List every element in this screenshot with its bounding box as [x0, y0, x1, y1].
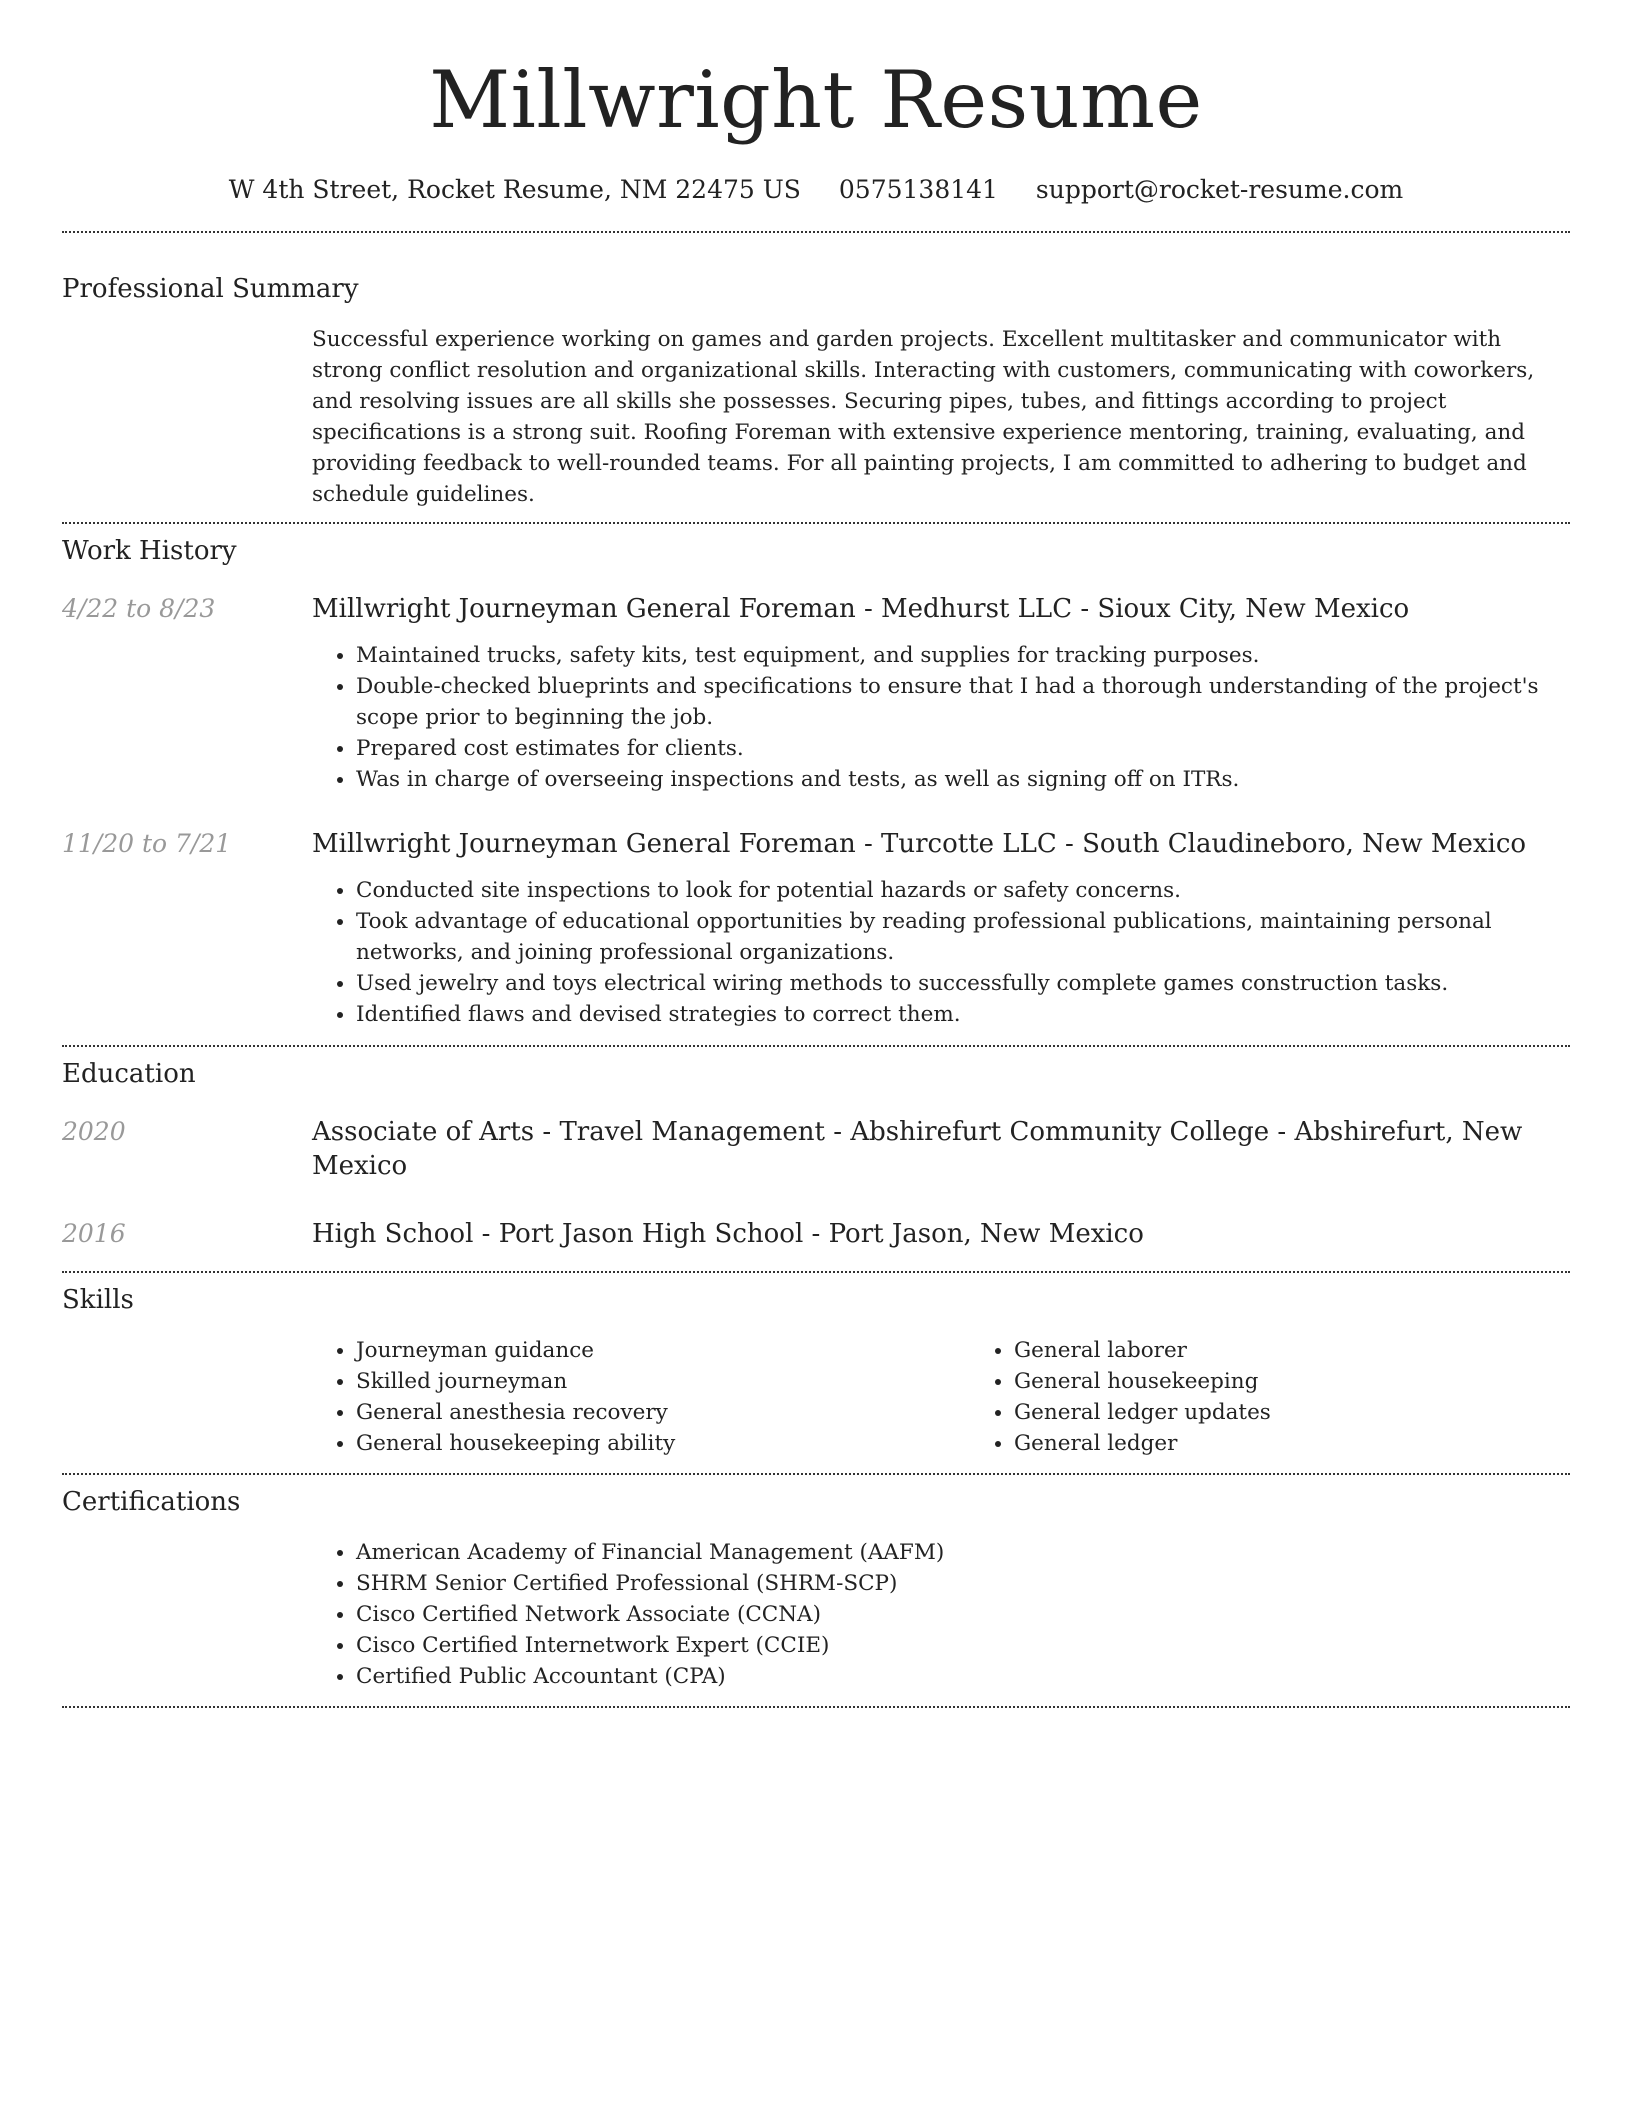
section-divider — [62, 1706, 1570, 1708]
list-item: • Conducted site inspections to look for potential hazards or safety concerns. — [356, 875, 1570, 906]
skill-item: • General ledger — [1014, 1428, 1628, 1459]
education-school: Port Jason High School — [498, 1219, 804, 1249]
summary-section — [62, 272, 1570, 510]
skill-item: • Skilled journeyman — [356, 1366, 970, 1397]
list-item: • Used jewelry and toys electrical wiring methods to successfully complete games construction tasks. — [356, 968, 1570, 999]
work-section — [62, 534, 1570, 1030]
summary-text: Successful experience working on games and garden projects. Excellent multitasker and communicator with strong conflict resolution and organizational skills. Interacting with customers, communicating with coworkers, and resolving issues are all skills she possesses. Securing pipes, tubes, and fittings according to project specifications is a strong suit. Roofing Foreman with extensive experience mentoring, training, evaluating, and providing feedback to well-rounded teams. For all painting projects, I am committed to adhering to budget and schedule guidelines. — [312, 327, 1535, 507]
education-title: Associate of Arts - Travel Management - Abshirefurt Community College - Abshirefurt, New Mexico — [312, 1117, 1523, 1181]
skill-item: • General ledger updates — [1014, 1397, 1628, 1428]
job-location: South Claudineboro, New Mexico — [1082, 829, 1527, 859]
education-location: Port Jason, New Mexico — [828, 1219, 1144, 1249]
certifications-heading: Certifications — [62, 1487, 241, 1517]
job-company: Turcotte LLC — [881, 829, 1057, 859]
certification-item: • Certified Public Accountant (CPA) — [356, 1661, 1570, 1692]
list-item: • Was in charge of overseeing inspections and tests, as well as signing off on ITRs. — [356, 764, 1570, 795]
education-year: 2016 — [62, 1219, 126, 1248]
contact-line — [62, 174, 1570, 206]
education-year: 2020 — [62, 1117, 126, 1146]
skill-item: • Journeyman guidance — [356, 1335, 970, 1366]
contact-email: support@rocket-resume.com — [1035, 175, 1404, 204]
skill-item: • General laborer — [1014, 1335, 1628, 1366]
skill-item: • General housekeeping — [1014, 1366, 1628, 1397]
contact-phone: 0575138141 — [838, 175, 998, 204]
list-item: • Maintained trucks, safety kits, test equipment, and supplies for tracking purposes. — [356, 640, 1570, 671]
skills-heading: Skills — [62, 1285, 134, 1315]
education-heading: Education — [62, 1059, 196, 1089]
job-dates: 11/20 to 7/21 — [62, 829, 232, 858]
job-title: Millwright Journeyman General Foreman - Turcotte LLC - South Claudineboro, New Mexico — [312, 829, 1527, 859]
education-degree: High School — [312, 1219, 474, 1249]
education-location: Abshirefurt, New Mexico — [312, 1117, 1523, 1181]
certification-item: • Cisco Certified Internetwork Expert (CCIE) — [356, 1630, 1570, 1661]
contact-address: W 4th Street, Rocket Resume, NM 22475 US — [228, 175, 801, 204]
certification-item: • SHRM Senior Certified Professional (SHRM-SCP) — [356, 1568, 1570, 1599]
skill-item: • General anesthesia recovery — [356, 1397, 970, 1428]
skill-item: • General housekeeping ability — [356, 1428, 970, 1459]
skills-section — [62, 1283, 1570, 1459]
job-company: Medhurst LLC — [881, 594, 1073, 624]
list-item: • Prepared cost estimates for clients. — [356, 733, 1570, 764]
education-section — [62, 1057, 1570, 1251]
job-role: Millwright Journeyman General Foreman — [312, 829, 856, 859]
list-item: • Identified flaws and devised strategies to correct them. — [356, 999, 1570, 1030]
job-dates: 4/22 to 8/23 — [62, 594, 216, 623]
job-bullets — [312, 875, 1570, 1030]
job-entry — [62, 592, 1570, 795]
summary-heading: Professional Summary — [62, 274, 359, 304]
resume-title: Millwright Resume — [429, 54, 1203, 146]
education-school: Abshirefurt Community College — [850, 1117, 1270, 1147]
job-location: Sioux City, New Mexico — [1097, 594, 1410, 624]
list-item: • Double-checked blueprints and specifications to ensure that I had a thorough understanding of the project's scope prior to beginning the job. — [356, 671, 1570, 733]
certifications-list — [312, 1537, 1570, 1692]
section-divider — [62, 231, 1570, 233]
job-role: Millwright Journeyman General Foreman — [312, 594, 856, 624]
section-divider — [62, 1473, 1570, 1475]
education-entry — [62, 1115, 1570, 1183]
education-degree: Associate of Arts - Travel Management — [312, 1117, 826, 1147]
job-bullets — [312, 640, 1570, 795]
work-heading: Work History — [62, 536, 237, 566]
certification-item: • American Academy of Financial Management (AAFM) — [356, 1537, 1570, 1568]
education-title: High School - Port Jason High School - Port Jason, New Mexico — [312, 1219, 1144, 1249]
skills-list-right — [970, 1335, 1628, 1459]
section-divider — [62, 522, 1570, 524]
education-entry — [62, 1217, 1570, 1251]
certifications-section — [62, 1485, 1570, 1692]
job-entry — [62, 827, 1570, 1030]
job-title: Millwright Journeyman General Foreman - Medhurst LLC - Sioux City, New Mexico — [312, 594, 1410, 624]
list-item: • Took advantage of educational opportunities by reading professional publications, maintaining personal networks, and joining professional organizations. — [356, 906, 1570, 968]
section-divider — [62, 1271, 1570, 1273]
skills-list-left — [312, 1335, 970, 1459]
resume-header — [62, 0, 1570, 206]
certification-item: • Cisco Certified Network Associate (CCNA) — [356, 1599, 1570, 1630]
section-divider — [62, 1045, 1570, 1047]
